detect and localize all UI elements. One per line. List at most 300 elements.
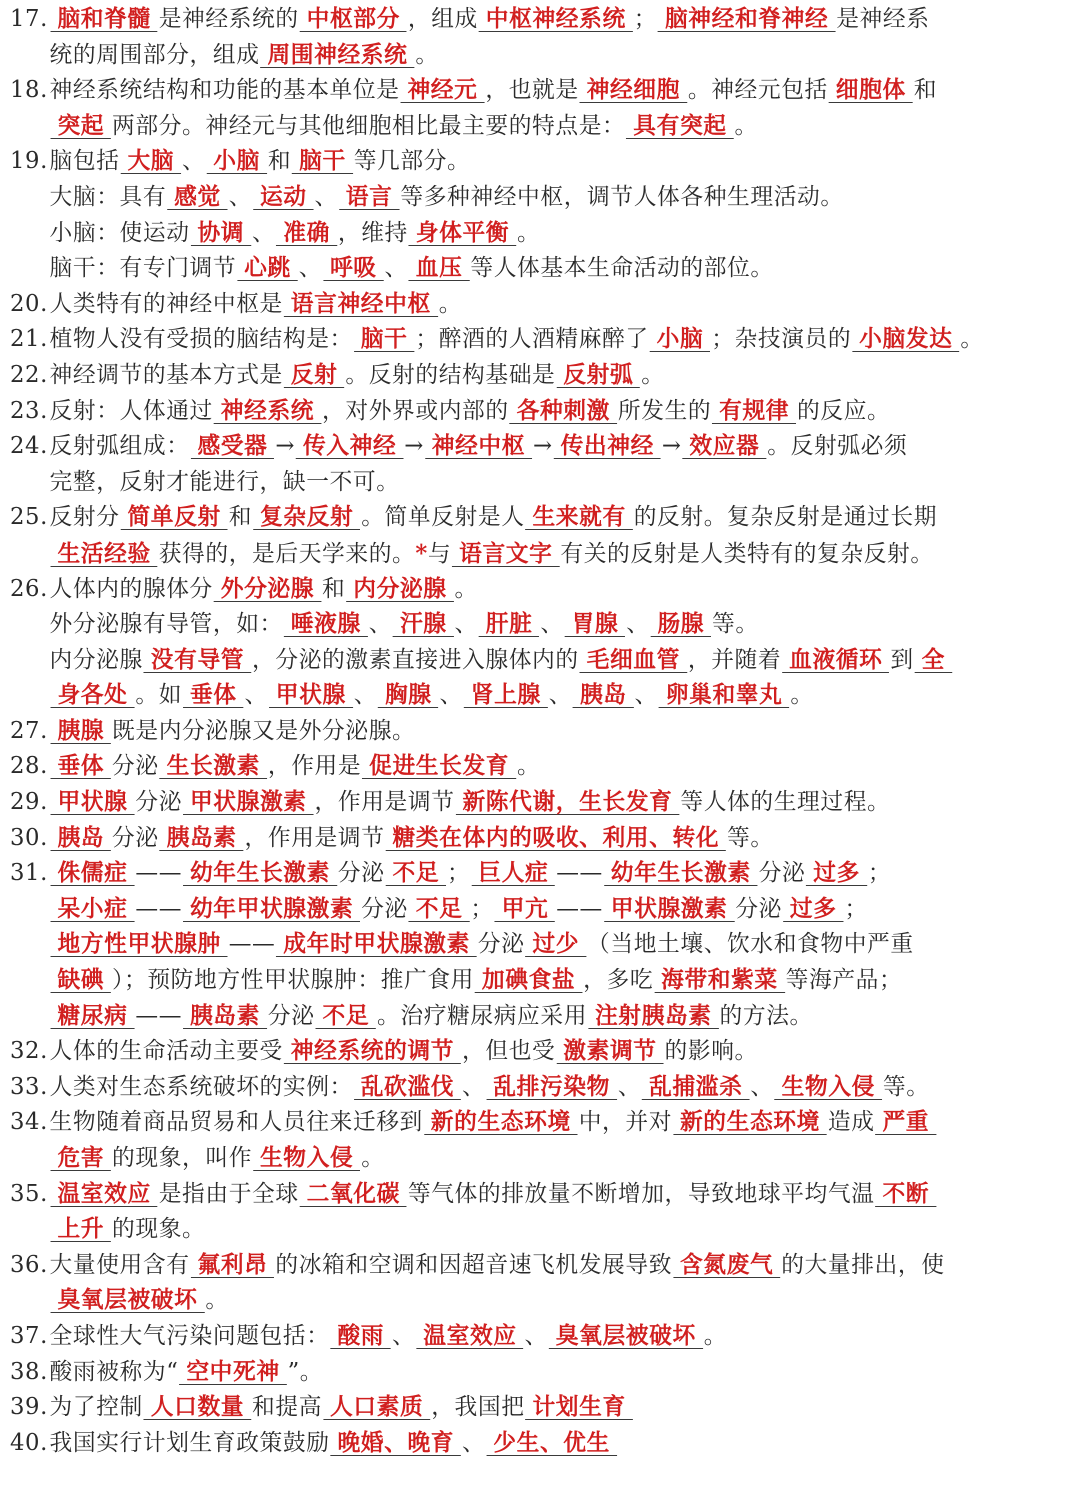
continuation-line [10, 999, 1056, 1035]
continuation-line [10, 678, 1056, 714]
answer-blank: 缺碘 [51, 967, 112, 993]
continuation-line [10, 892, 1056, 928]
answer-blank: 中枢神经系统 [479, 6, 633, 32]
question-text: 。反射弧必须 [767, 433, 908, 460]
question-text: 生物随着商品贸易和人员往来迁移到 [49, 1109, 423, 1136]
question-text: 。 [361, 1145, 385, 1171]
answer-blank: 传入神经 [296, 433, 403, 459]
question-text: 植物人没有受损的脑结构是： [49, 326, 353, 353]
answer-blank: 传出神经 [554, 433, 661, 459]
question-number: 20. [10, 290, 48, 317]
question-text: 和 [322, 575, 346, 602]
answer-blank: 语言神经中枢 [284, 291, 438, 317]
question-text: 等人体基本生命活动的部位。 [470, 255, 774, 282]
question-text: 。治疗糖尿病应采用 [377, 1002, 588, 1029]
question-text: ，我国把 [431, 1394, 525, 1421]
answer-blank: 胸腺 [378, 682, 439, 708]
answer-blank: 甲状腺 [269, 682, 353, 708]
question-text: 。 [790, 682, 814, 709]
question-number: 38. [10, 1358, 48, 1385]
answer-blank: 垂体 [51, 753, 112, 779]
question-number: 36. [10, 1251, 48, 1278]
question-text: 反射分 [49, 504, 120, 531]
question-text: 分泌 [112, 824, 159, 851]
answer-blank: 海带和紫菜 [654, 967, 785, 993]
question-text: 大量使用含有 [49, 1251, 190, 1278]
answer-blank: 甲状腺激素 [604, 896, 735, 922]
answer-blank: 酸雨 [331, 1323, 392, 1349]
answer-blank: 血压 [409, 255, 470, 281]
continuation-line [10, 1212, 1056, 1248]
question-text: 分泌 [267, 1002, 315, 1029]
continuation-line [10, 465, 1056, 501]
answer-blank: 有规律 [712, 398, 796, 424]
question-text: 神经调节的基本方式是 [49, 361, 283, 388]
question-text: → [275, 433, 296, 460]
question-text: 。 [438, 290, 463, 317]
question-text: 、 [462, 1073, 486, 1100]
answer-blank: 生来就有 [526, 504, 633, 530]
question-text: 、 [439, 682, 463, 709]
continuation-line [10, 643, 1056, 679]
question-text: 等。 [882, 1073, 930, 1100]
question-text: 等海产品； [785, 967, 903, 994]
question-text: 的影响。 [664, 1038, 758, 1065]
question-line [10, 287, 1056, 323]
question-text: —— [556, 860, 603, 887]
question-number: 22. [10, 361, 48, 388]
answer-blank: 地方性甲状腺肿 [51, 931, 228, 957]
answer-blank: 没有导管 [144, 647, 251, 673]
question-number: 30. [10, 824, 48, 851]
question-text: 小脑：使运动 [49, 219, 190, 246]
question-text: 。 [960, 326, 984, 353]
question-text: 分泌 [337, 860, 385, 887]
answer-blank: 小脑发达 [852, 326, 959, 352]
question-line [10, 1390, 1056, 1426]
answer-blank: 心跳 [237, 255, 298, 281]
answer-blank: 危害 [51, 1145, 112, 1171]
question-text: 、 [368, 611, 393, 638]
question-text: 、 [750, 1073, 774, 1100]
answer-blank: 具有突起 [626, 113, 733, 139]
question-text: 既是内分泌腺又是外分泌腺。 [112, 717, 416, 744]
answer-blank: 唾液腺 [284, 611, 368, 637]
question-text: 到 [890, 646, 914, 673]
question-text: 是神经系统的 [158, 6, 299, 32]
answer-blank: 人口素质 [323, 1394, 430, 1420]
answer-blank: 二氧化碳 [300, 1181, 407, 1207]
answer-blank: 突起 [51, 113, 112, 139]
question-text: 、 [244, 682, 268, 709]
answer-blank: 注射胰岛素 [588, 1003, 719, 1029]
question-text: ，作用是调节 [244, 824, 385, 851]
question-text: 与 [427, 540, 452, 567]
answer-blank: 神经细胞 [580, 77, 687, 103]
answer-blank: 胰岛 [51, 825, 112, 851]
question-text: 反射弧组成： [49, 433, 190, 460]
question-line [10, 1248, 1056, 1284]
question-text: 人类对生态系统破坏的实例： [49, 1073, 353, 1100]
question-text: 。如 [135, 682, 183, 709]
question-text: 脑包括 [49, 148, 120, 175]
answer-blank: 准确 [276, 220, 337, 246]
question-line [10, 394, 1056, 430]
answer-blank: 脑干 [354, 326, 415, 352]
question-text: 的现象，叫作 [112, 1145, 253, 1171]
question-text: 和 [913, 77, 938, 104]
question-number: 24. [10, 433, 48, 460]
star-mark: * [415, 539, 428, 567]
answer-blank: 生活经验 [51, 541, 158, 567]
question-number: 19. [10, 148, 48, 175]
question-text: 全球性大气污染问题包括： [49, 1322, 330, 1349]
answer-blank: 幼年生长激素 [183, 860, 337, 886]
question-line [10, 856, 1056, 892]
question-text: 和 [228, 504, 253, 531]
answer-blank: 甲状腺 [51, 789, 135, 815]
question-text: 获得的，是后天学来的。 [158, 540, 416, 567]
question-line [10, 1034, 1056, 1070]
question-text: 脑干：有专门调节 [49, 255, 237, 282]
question-number: 27. [10, 717, 48, 744]
question-text: —— [135, 895, 183, 922]
question-text: ）；预防地方性甲状腺肿：推广食用 [112, 967, 475, 994]
question-line [10, 358, 1056, 394]
question-text: （当地土壤、饮水和食物中严重 [587, 931, 914, 958]
answer-blank: 胰岛素 [160, 825, 244, 851]
question-text: 有关的反射是人类特有的复杂反射。 [560, 540, 934, 567]
answer-blank: 氟利昂 [191, 1252, 275, 1278]
continuation-line [10, 38, 1056, 74]
answer-blank: 促进生长发育 [362, 753, 516, 779]
answer-blank: 脑干 [292, 148, 353, 174]
answer-blank: 身各处 [51, 682, 135, 708]
question-line [10, 1319, 1056, 1355]
answer-blank: 糖类在体内的吸收、利用、转化 [386, 825, 727, 851]
answer-blank: 不断 [876, 1181, 937, 1207]
question-number: 40. [10, 1429, 48, 1456]
answer-blank: 温室效应 [51, 1181, 158, 1207]
question-line [10, 1426, 1056, 1462]
answer-blank: 神经中枢 [425, 433, 532, 459]
answer-blank: 呼吸 [323, 255, 384, 281]
question-text: ，多吃 [583, 967, 654, 994]
question-text: 神经系统结构和功能的基本单位是 [49, 77, 400, 104]
question-text: 、 [454, 611, 478, 638]
question-text: 、 [548, 682, 573, 709]
answer-blank: 神经系统 [214, 398, 321, 424]
continuation-line [10, 607, 1056, 643]
answer-blank: 垂体 [183, 682, 244, 708]
answer-blank: 严重 [876, 1109, 937, 1135]
question-text: 中，并对 [578, 1109, 673, 1136]
question-text: 、 [626, 611, 650, 638]
question-text: 。 [415, 41, 439, 68]
answer-blank: 不足 [409, 896, 470, 922]
question-text: ； [633, 6, 658, 32]
question-text: 的反射。复杂反射是通过长期 [633, 504, 938, 531]
question-line [10, 1355, 1056, 1391]
question-line [10, 572, 1056, 608]
question-line [10, 749, 1056, 785]
answer-blank: 过多 [806, 860, 867, 886]
question-text: 造成 [827, 1109, 875, 1136]
answer-blank: 臭氧层被破坏 [549, 1323, 703, 1349]
question-line [10, 785, 1056, 821]
question-line [10, 1070, 1056, 1106]
question-text: 。神经元包括 [687, 77, 828, 104]
question-text: 、 [182, 148, 206, 175]
answer-blank: 小脑 [206, 148, 267, 174]
answer-blank: 内分泌腺 [346, 576, 453, 602]
answer-blank: 脑神经和脊神经 [658, 6, 835, 32]
answer-blank: 效应器 [682, 433, 766, 459]
question-line [10, 714, 1056, 750]
answer-blank: 幼年甲状腺激素 [183, 896, 360, 922]
continuation-line [10, 180, 1056, 216]
question-text: —— [228, 931, 276, 958]
question-text: 两部分。神经元与其他细胞相比最主要的特点是： [112, 112, 626, 139]
question-text: 、 [353, 682, 378, 709]
answer-blank: 幼年生长激素 [604, 860, 758, 886]
question-text: ； [867, 860, 892, 887]
question-number: 29. [10, 789, 48, 816]
question-text: 等多种神经中枢，调节人体各种生理活动。 [400, 183, 844, 210]
answer-blank: 激素调节 [556, 1038, 663, 1064]
continuation-line [10, 216, 1056, 252]
question-text: 人体的生命活动主要受 [49, 1038, 283, 1065]
answer-blank: 过少 [526, 931, 587, 957]
answer-blank: 温室效应 [416, 1323, 523, 1349]
answer-blank: 感觉 [167, 184, 228, 210]
question-text: ； [470, 895, 494, 922]
question-line [10, 500, 1056, 536]
question-text: 。 [641, 361, 665, 388]
question-number: 31. [10, 860, 48, 887]
answer-blank: 周围神经系统 [261, 42, 415, 68]
question-line [10, 322, 1056, 358]
question-text: → [661, 433, 682, 460]
question-number: 32. [10, 1038, 48, 1065]
question-text: 。 [205, 1287, 229, 1314]
answer-blank: 臭氧层被破坏 [51, 1287, 205, 1313]
answer-blank: 生长激素 [160, 753, 267, 779]
answer-blank: 小脑 [650, 326, 711, 352]
answer-blank: 肾上腺 [464, 682, 548, 708]
question-text: 的方法。 [719, 1002, 813, 1029]
question-number: 34. [10, 1109, 48, 1136]
answer-blank: 晚婚、晚育 [331, 1430, 462, 1456]
question-text: ，作用是 [267, 753, 362, 780]
question-text: 。反射的结构基础是 [345, 361, 556, 388]
question-text: ，但也受 [462, 1038, 556, 1065]
question-text: 分泌 [735, 895, 783, 922]
question-text: ，并随着 [687, 646, 782, 673]
answer-blank: 简单反射 [121, 504, 228, 530]
continuation-line [10, 927, 1056, 963]
question-number: 33. [10, 1073, 48, 1100]
question-text: 的现象。 [112, 1216, 206, 1243]
question-text: 等人体的生理过程。 [680, 789, 891, 816]
answer-blank: 外分泌腺 [214, 576, 321, 602]
answer-blank: 巨人症 [471, 860, 555, 886]
answer-blank: 空中死神 [179, 1359, 286, 1385]
question-text: 统的周围部分，组成 [49, 41, 260, 68]
answer-blank: 生物入侵 [775, 1074, 882, 1100]
answer-blank: 不足 [386, 860, 447, 886]
answer-blank: 感受器 [191, 433, 275, 459]
answer-blank: 加碘食盐 [475, 967, 582, 993]
question-number: 17. [10, 6, 48, 32]
answer-blank: 反射弧 [556, 362, 640, 388]
question-text: 、 [634, 682, 658, 709]
continuation-line [10, 251, 1056, 287]
question-text: —— [556, 895, 603, 922]
question-text: 的大量排出，使 [781, 1251, 945, 1278]
question-text: —— [135, 860, 183, 887]
question-text: 分泌 [477, 931, 525, 958]
continuation-line [10, 1141, 1056, 1177]
answer-blank: 协调 [191, 220, 252, 246]
question-text: 分泌 [361, 895, 408, 922]
answer-blank: 神经系统的调节 [284, 1038, 461, 1064]
answer-blank: 全 [915, 647, 952, 673]
question-line [10, 821, 1056, 857]
answer-blank: 反射 [284, 362, 345, 388]
answer-blank: 中枢部分 [300, 6, 407, 32]
question-text: 内分泌腺 [49, 646, 143, 673]
answer-blank: 甲状腺激素 [183, 789, 314, 815]
question-text: 的反应。 [797, 397, 891, 424]
question-text: ；杂技演员的 [711, 326, 852, 353]
question-text: 等几部分。 [353, 148, 471, 175]
question-line [10, 1105, 1056, 1141]
question-text: 、 [617, 1073, 642, 1100]
question-text: 、 [314, 183, 338, 210]
question-text: ； [844, 895, 868, 922]
question-text: ，也就是 [485, 77, 579, 104]
question-text: ，维持 [337, 219, 408, 246]
question-text: 、 [392, 1322, 416, 1349]
answer-blank: 胃腺 [565, 611, 626, 637]
answer-blank: 不足 [316, 1003, 377, 1029]
question-text: 、 [540, 611, 564, 638]
question-text: 、 [384, 255, 408, 282]
answer-blank: 侏儒症 [51, 860, 135, 886]
answer-blank: 乱砍滥伐 [354, 1074, 461, 1100]
continuation-line [10, 536, 1056, 572]
answer-blank: 人口数量 [144, 1394, 251, 1420]
question-text: 。 [703, 1322, 728, 1349]
question-text: 人体内的腺体分 [49, 575, 213, 602]
question-text: ； [447, 860, 471, 887]
question-text: 、 [462, 1429, 486, 1456]
question-number: 35. [10, 1180, 48, 1207]
question-text: 等。 [712, 611, 759, 638]
question-text: 是指由于全球 [158, 1180, 299, 1207]
answer-blank: 细胞体 [829, 77, 913, 103]
question-text: 、 [524, 1322, 548, 1349]
answer-blank: 含氮废气 [673, 1252, 780, 1278]
answer-blank: 计划生育 [526, 1394, 633, 1420]
answer-blank: 语言文字 [452, 541, 559, 567]
question-text: 、 [252, 219, 276, 246]
answer-blank: 呆小症 [51, 896, 135, 922]
answer-blank: 卵巢和睾丸 [659, 682, 790, 708]
answer-blank: 新的生态环境 [673, 1109, 827, 1135]
answer-blank: 大脑 [121, 148, 182, 174]
answer-blank: 语言 [339, 184, 400, 210]
answer-blank: 过多 [783, 896, 844, 922]
answer-blank: 糖尿病 [51, 1003, 135, 1029]
question-text: 、 [228, 183, 253, 210]
question-line [10, 73, 1056, 109]
answer-blank: 生物入侵 [253, 1145, 360, 1171]
question-text: 。 [734, 112, 758, 139]
answer-blank: 身体平衡 [409, 220, 516, 246]
answer-blank: 乱排污染物 [486, 1074, 617, 1100]
question-line [10, 2, 1056, 38]
answer-blank: 各种刺激 [510, 398, 617, 424]
question-line [10, 429, 1056, 465]
question-text: 人类特有的神经中枢是 [49, 290, 283, 317]
question-number: 26. [10, 575, 48, 602]
answer-blank: 新的生态环境 [424, 1109, 578, 1135]
answer-blank: 血液循环 [782, 647, 889, 673]
question-number: 18. [10, 77, 48, 104]
question-text: 。 [517, 219, 541, 246]
answer-blank: 脑和脊髓 [51, 6, 158, 32]
answer-blank: 新陈代谢，生长发育 [456, 789, 680, 815]
continuation-line [10, 109, 1056, 145]
question-line [10, 1177, 1056, 1213]
answer-blank: 复杂反射 [253, 504, 360, 530]
question-text: 酸雨被称为“ [49, 1358, 179, 1385]
question-number: 25. [10, 504, 48, 531]
question-text: → [404, 433, 424, 460]
question-text: 大脑：具有 [49, 183, 167, 210]
answer-blank: 成年时甲状腺激素 [276, 931, 477, 957]
question-text: 和提高 [252, 1394, 323, 1421]
question-text: 。 [454, 575, 478, 602]
question-text: 是神经系 [836, 6, 930, 32]
answer-blank: 胰岛素 [183, 1003, 267, 1029]
question-line [10, 144, 1056, 180]
question-text: 分泌 [135, 789, 183, 816]
answer-blank: 上升 [51, 1216, 112, 1242]
question-text: 的冰箱和空调和因超音速飞机发展导致 [275, 1251, 673, 1278]
question-text: 。 [517, 753, 541, 780]
answer-blank: 乱捕滥杀 [642, 1074, 749, 1100]
question-text: 、 [298, 255, 323, 282]
question-number: 21. [10, 326, 48, 353]
question-text: ，作用是调节 [314, 789, 455, 816]
question-text: 分泌 [112, 753, 159, 780]
question-text: 分泌 [758, 860, 806, 887]
answer-blank: 甲亢 [495, 896, 556, 922]
question-text: ，对外界或内部的 [322, 397, 509, 424]
answer-blank: 少生、优生 [486, 1430, 617, 1456]
answer-blank: 胰岛 [573, 682, 634, 708]
question-text: 。简单反射是人 [361, 504, 525, 531]
question-text: 为了控制 [49, 1394, 143, 1421]
question-number: 37. [10, 1322, 48, 1349]
question-text: 反射：人体通过 [49, 397, 213, 424]
answer-blank: 胰腺 [51, 718, 112, 744]
question-text: ；醉酒的人酒精麻醉了 [415, 326, 649, 353]
answer-blank: 肝脏 [479, 611, 540, 637]
